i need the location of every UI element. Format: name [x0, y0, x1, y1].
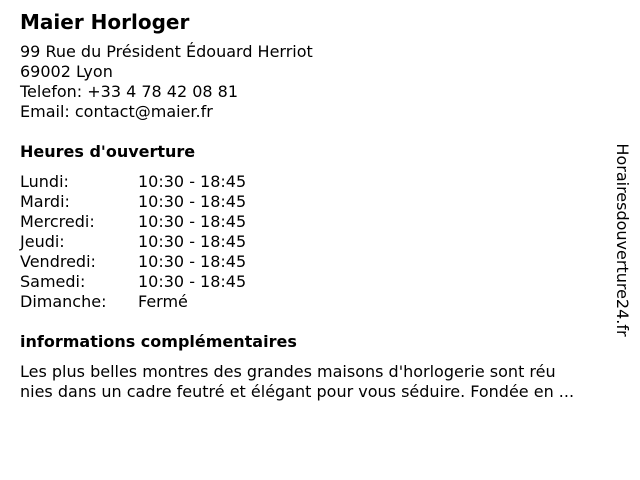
hours-row-friday: [20, 252, 610, 272]
info-line-1: Les plus belles montres des grandes maisons d'horlogerie sont réu: [20, 362, 556, 381]
hours-row-sunday: [20, 292, 610, 312]
hours-row-monday: [20, 172, 610, 192]
hours-row-tuesday: [20, 192, 610, 212]
hours-title: Heures d'ouverture: [20, 142, 196, 161]
hours-time: Fermé: [138, 292, 188, 311]
address-street: 99 Rue du Président Édouard Herriot: [20, 42, 313, 61]
hours-time: 10:30 - 18:45: [138, 212, 247, 231]
hours-day: Dimanche:: [20, 292, 107, 311]
address-city: 69002 Lyon: [20, 62, 113, 81]
hours-time: 10:30 - 18:45: [138, 272, 247, 291]
hours-day: Vendredi:: [20, 252, 96, 271]
info-description: [20, 362, 610, 402]
hours-day: Mercredi:: [20, 212, 95, 231]
phone-line: Telefon: +33 4 78 42 08 81: [20, 82, 239, 101]
hours-table: [20, 172, 610, 312]
info-line-2: nies dans un cadre feutré et élégant pour vous séduire. Fondée en ...: [20, 382, 575, 401]
store-name: Maier Horloger: [20, 10, 190, 34]
hours-day: Mardi:: [20, 192, 70, 211]
hours-day: Jeudi:: [20, 232, 65, 251]
site-watermark: Horairesdouverture24.fr: [613, 143, 632, 337]
hours-time: 10:30 - 18:45: [138, 252, 247, 271]
hours-row-thursday: [20, 232, 610, 252]
hours-time: 10:30 - 18:45: [138, 192, 247, 211]
hours-time: 10:30 - 18:45: [138, 232, 247, 251]
hours-time: 10:30 - 18:45: [138, 172, 247, 191]
hours-row-wednesday: [20, 212, 610, 232]
store-address: [20, 42, 610, 122]
email-line: Email: contact@maier.fr: [20, 102, 213, 121]
hours-day: Samedi:: [20, 272, 86, 291]
store-card: [20, 10, 610, 402]
hours-day: Lundi:: [20, 172, 69, 191]
info-title: informations complémentaires: [20, 332, 297, 351]
hours-row-saturday: [20, 272, 610, 292]
